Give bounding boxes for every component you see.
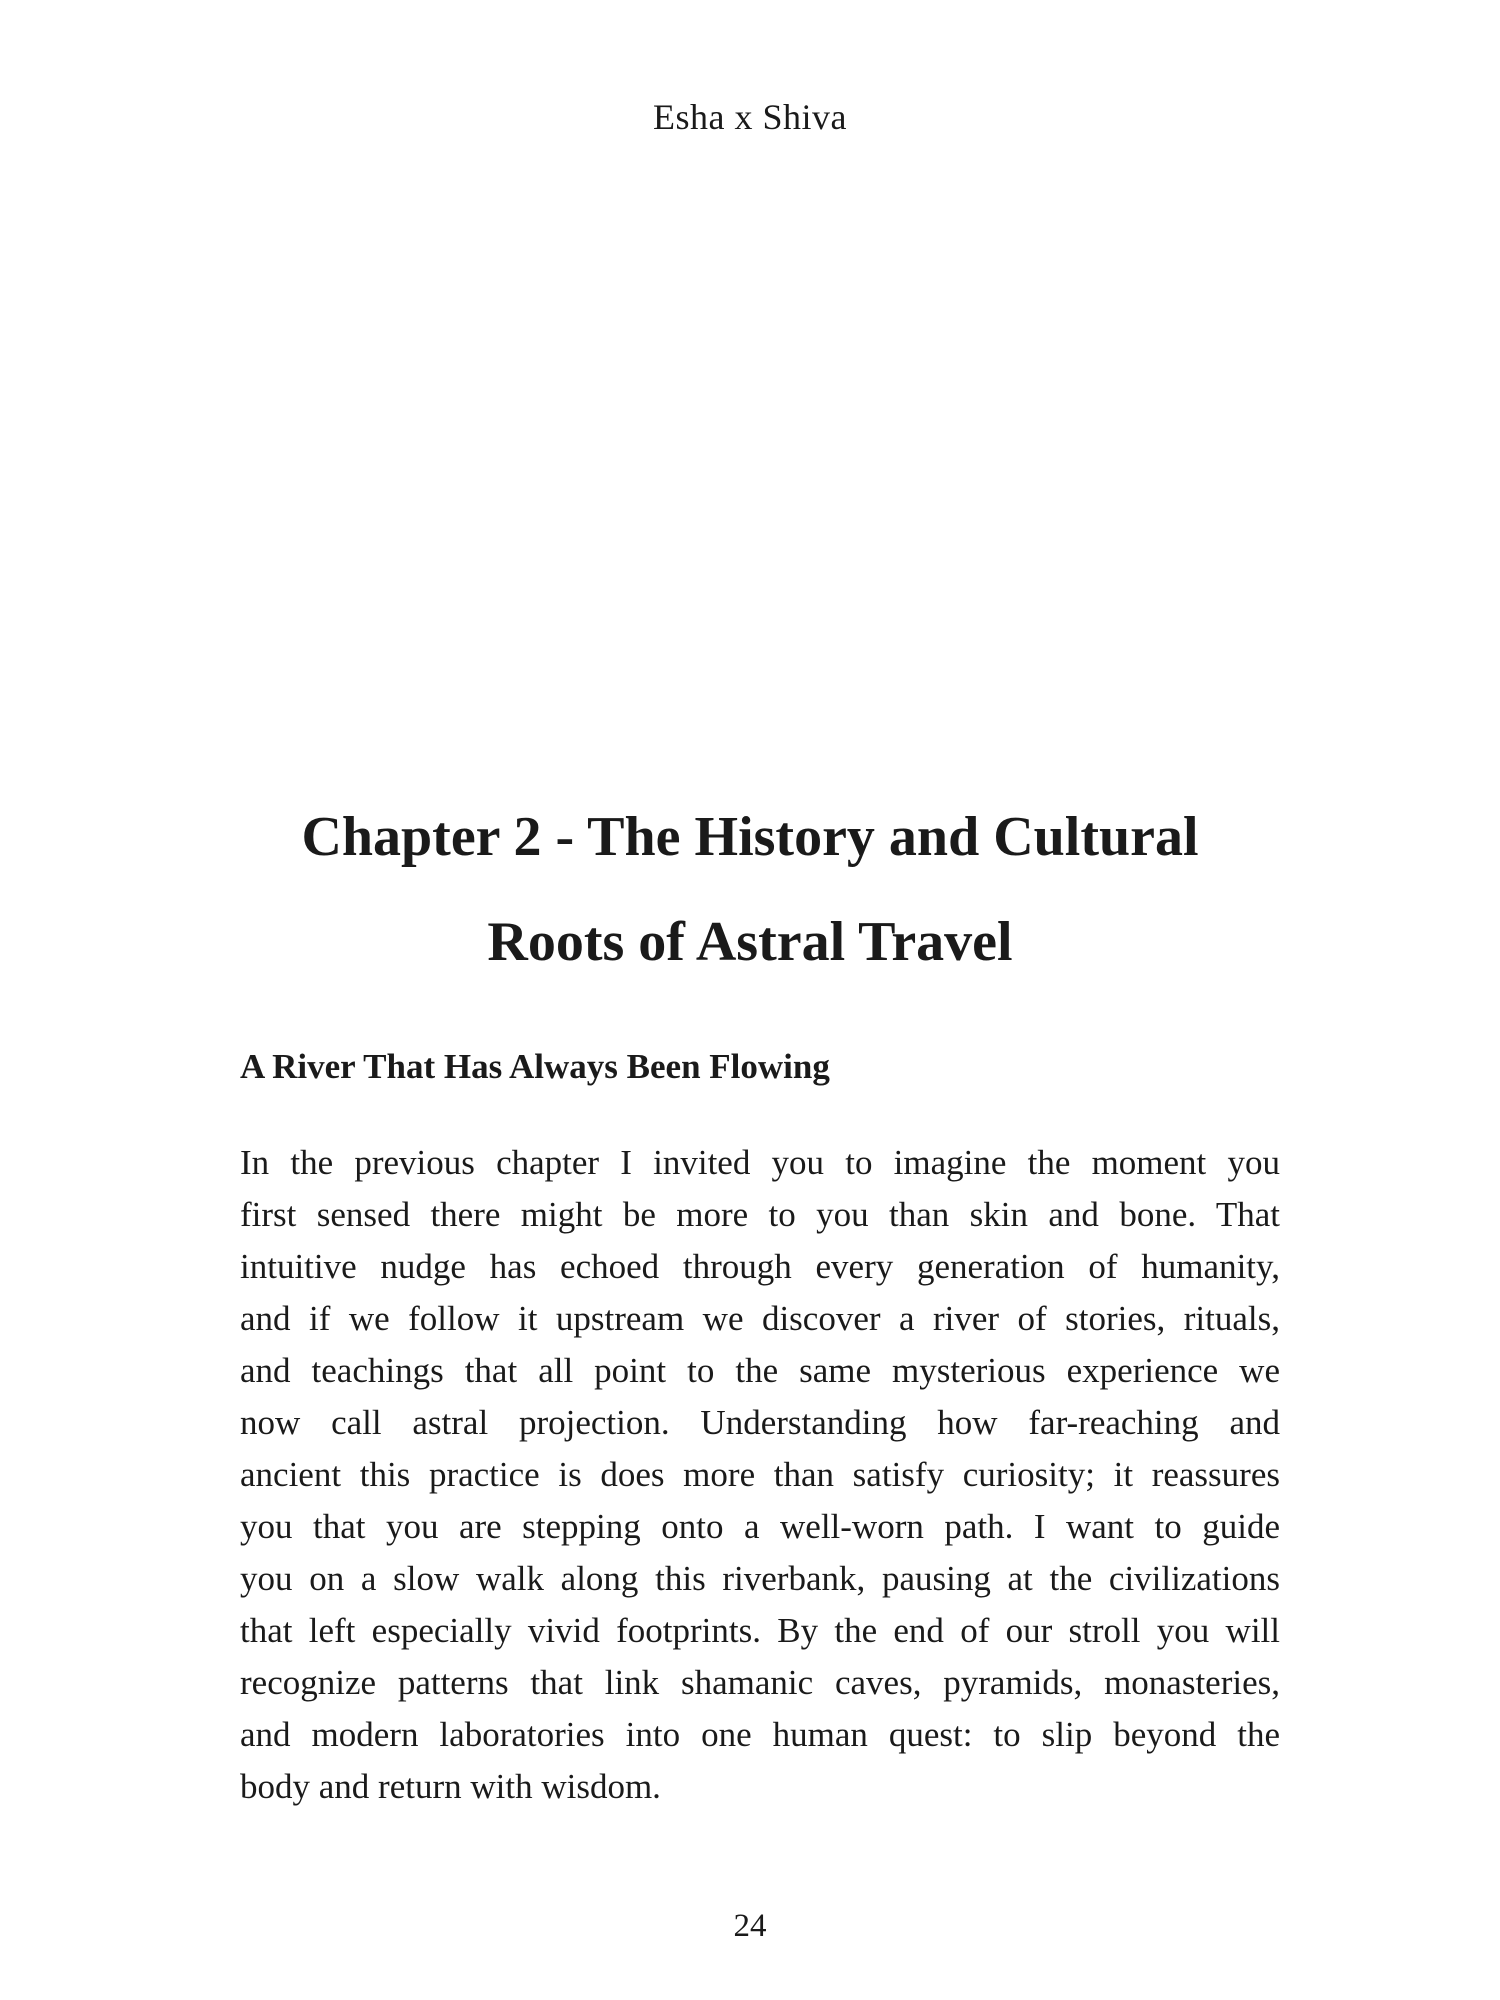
chapter-title-line-2: Roots of Astral Travel [487, 911, 1013, 973]
paragraph-line: intuitive nudge has echoed through every generation of humanity, [240, 1247, 1280, 1286]
body-paragraph [240, 1137, 1280, 1813]
chapter-title [200, 785, 1300, 995]
paragraph-line: now call astral projection. Understanding how far-reaching and [240, 1403, 1280, 1442]
paragraph-line: that left especially vivid footprints. By the end of our stroll you will [240, 1611, 1280, 1650]
paragraph-line: ancient this practice is does more than satisfy curiosity; it reassures [240, 1455, 1280, 1494]
paragraph-line: In the previous chapter I invited you to imagine the moment you [240, 1143, 1280, 1182]
paragraph-line: and if we follow it upstream we discover a river of stories, rituals, [240, 1299, 1280, 1338]
paragraph-line: you that you are stepping onto a well-worn path. I want to guide [240, 1507, 1280, 1546]
paragraph-line: and modern laboratories into one human quest: to slip beyond the [240, 1715, 1280, 1754]
paragraph-line: you on a slow walk along this riverbank, pausing at the civilizations [240, 1559, 1280, 1598]
section-heading: A River That Has Always Been Flowing [240, 1047, 830, 1086]
paragraph-line: recognize patterns that link shamanic caves, pyramids, monasteries, [240, 1663, 1280, 1702]
paragraph-line: and teachings that all point to the same mysterious experience we [240, 1351, 1280, 1390]
paragraph-line: first sensed there might be more to you than skin and bone. That [240, 1195, 1280, 1234]
paragraph-line: body and return with wisdom. [240, 1767, 661, 1806]
chapter-title-line-1: Chapter 2 - The History and Cultural [301, 806, 1199, 868]
running-header: Esha x Shiva [653, 97, 847, 137]
page-number: 24 [733, 1908, 767, 1944]
